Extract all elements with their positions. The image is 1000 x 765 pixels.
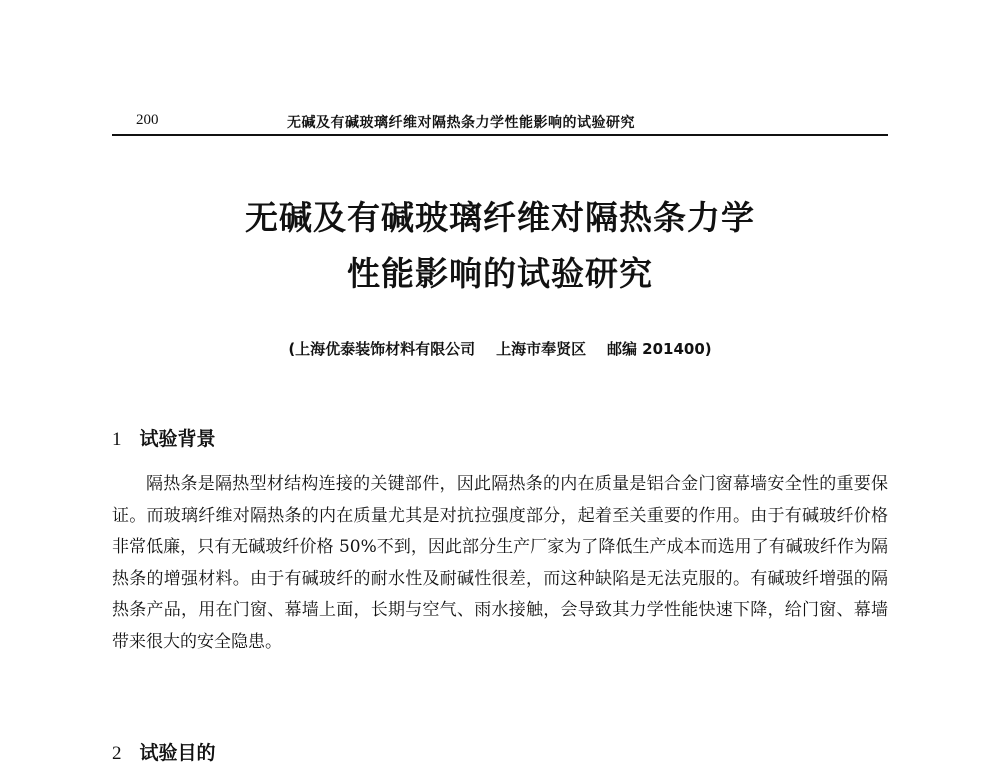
running-header bbox=[112, 112, 888, 136]
section-number: 1 bbox=[112, 429, 122, 450]
title-line-2: 性能影响的试验研究 bbox=[347, 254, 653, 293]
section-title: 试验目的 bbox=[139, 742, 216, 764]
paper-title bbox=[0, 190, 1000, 302]
section-1-paragraph: 隔热条是隔热型材结构连接的关键部件，因此隔热条的内在质量是铝合金门窗幕墙安全性的重要保证。而玻璃纤维对隔热条的内在质量尤其是对抗拉强度部分，起着至关重要的作用。由于有碱玻纤价格非常低廉，只有无碱玻纤价格 50%不到，因此部分生产厂家为了降低生产成本而选用了有碱玻纤作为隔热条的增强材料。由于有碱玻纤的耐水性及耐碱性很差，而这种缺陷是无法克服的。有碱玻纤增强的隔热条产品，用在门窗、幕墙上面，长期与空气、雨水接触，会导致其力学性能快速下降，给门窗、幕墙带来很大的安全隐患。 bbox=[112, 474, 888, 652]
section-title: 试验背景 bbox=[139, 428, 216, 450]
section-heading-1 bbox=[112, 424, 216, 451]
page-number: 200 bbox=[136, 112, 159, 128]
title-line-1: 无碱及有碱玻璃纤维对隔热条力学 bbox=[245, 198, 755, 237]
section-number: 2 bbox=[112, 743, 122, 764]
running-title: 无碱及有碱玻璃纤维对隔热条力学性能影响的试验研究 bbox=[287, 115, 635, 131]
author-affiliation: (上海优泰装饰材料有限公司 上海市奉贤区 邮编 201400) bbox=[288, 340, 712, 358]
